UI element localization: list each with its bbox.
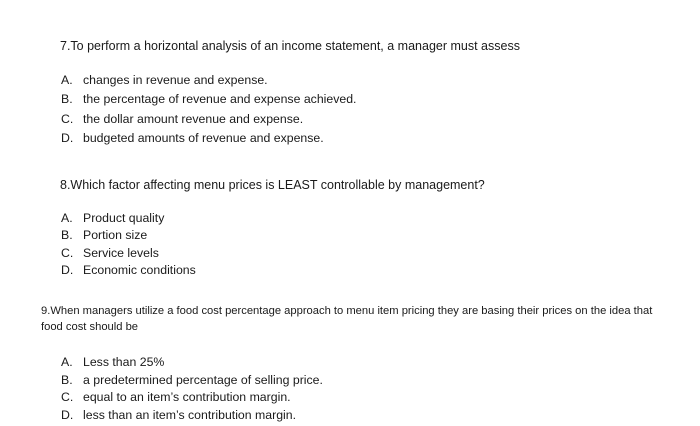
question-8-options [61, 210, 680, 279]
question-8-text: 8.Which factor affecting menu prices is LEAST controllable by management? [60, 178, 485, 192]
option-letter: A. [61, 211, 73, 225]
question-7 [60, 38, 680, 148]
option-text: Economic conditions [83, 262, 196, 277]
question-9-option-c [61, 389, 661, 407]
question-8-option-d [61, 262, 680, 279]
question-7-options [61, 71, 680, 148]
question-9-option-a [61, 354, 661, 372]
option-text: a predetermined percentage of selling price. [83, 372, 323, 387]
question-8-option-c [61, 245, 680, 262]
option-letter: B. [61, 372, 73, 387]
question-8 [60, 177, 680, 279]
question-9-option-b [61, 372, 661, 390]
question-7-option-c [61, 110, 680, 129]
option-letter: A. [61, 73, 73, 87]
question-7-option-b [61, 90, 680, 109]
question-7-text: 7.To perform a horizontal analysis of an income statement, a manager must assess [60, 39, 520, 53]
option-letter: C. [61, 111, 74, 126]
question-8-option-a [61, 210, 680, 227]
option-letter: D. [61, 130, 74, 145]
question-9-options [61, 354, 661, 424]
option-letter: D. [61, 407, 74, 422]
option-letter: C. [61, 390, 74, 404]
question-9-text: 9.When managers utilize a food cost percentage approach to menu item pricing they are basing their prices on the idea that food cost should be [41, 305, 653, 333]
question-7-option-d [61, 129, 680, 148]
option-letter: B. [61, 92, 73, 107]
question-7-option-a [61, 71, 680, 90]
option-letter: A. [61, 355, 73, 369]
option-letter: B. [61, 228, 73, 243]
option-text: budgeted amounts of revenue and expense. [83, 130, 324, 145]
option-text: the percentage of revenue and expense achieved. [83, 92, 357, 107]
option-text: Service levels [83, 245, 159, 260]
question-9-option-d [61, 407, 661, 425]
option-text: changes in revenue and expense. [83, 73, 268, 87]
option-letter: C. [61, 245, 74, 260]
option-text: equal to an item’s contribution margin. [83, 390, 291, 404]
option-letter: D. [61, 262, 74, 277]
question-9 [41, 303, 661, 424]
option-text: Product quality [83, 211, 165, 225]
question-8-option-b [61, 227, 680, 244]
option-text: less than an item’s contribution margin. [83, 407, 297, 422]
option-text: Portion size [83, 228, 148, 243]
option-text: the dollar amount revenue and expense. [83, 111, 304, 126]
option-text: Less than 25% [83, 355, 165, 369]
